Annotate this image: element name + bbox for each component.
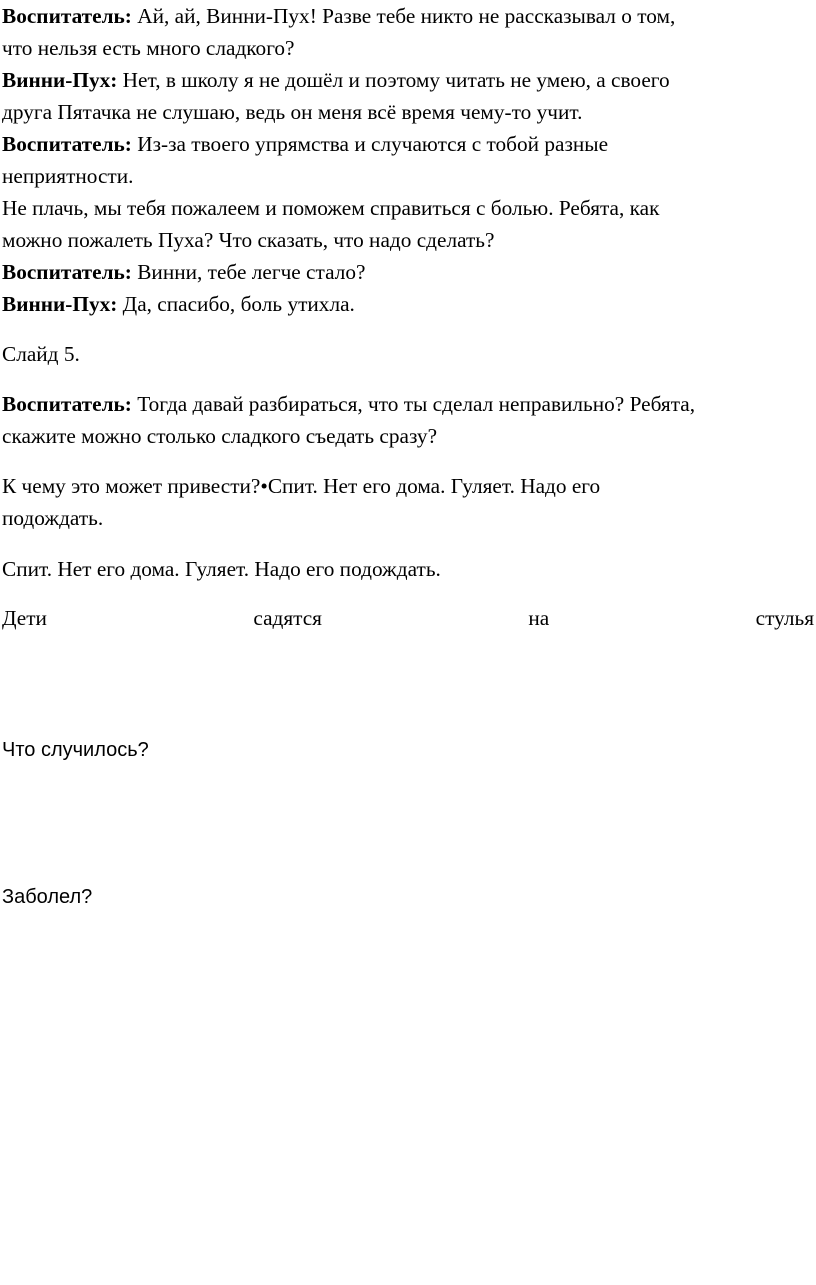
dialogue-text: Винни, тебе легче стало? bbox=[131, 260, 366, 284]
dialogue-line bbox=[2, 128, 608, 160]
dialogue-text: Ай, ай, Винни-Пух! Разве тебе никто не рассказывал о том, bbox=[131, 4, 676, 28]
dialogue-paragraph bbox=[2, 388, 695, 452]
dialogue-text: Да, спасибо, боль утихла. bbox=[117, 292, 355, 316]
word: садятся bbox=[253, 606, 322, 630]
word: стулья bbox=[755, 606, 814, 630]
narration-line: можно пожалеть Пуха? Что сказать, что надо сделать? bbox=[2, 228, 495, 252]
speaker-name: Воспитатель: bbox=[2, 260, 132, 284]
narration-paragraph bbox=[2, 192, 659, 256]
narration-line: К чему это может привести?•Спит. Нет его дома. Гуляет. Надо его bbox=[2, 474, 601, 498]
narration-paragraph bbox=[2, 553, 441, 585]
narration-line: Спит. Нет его дома. Гуляет. Надо его подождать. bbox=[2, 557, 441, 581]
speaker-name: Воспитатель: bbox=[2, 132, 132, 156]
dialogue-line: друга Пятачка не слушаю, ведь он меня всё время чему-то учит. bbox=[2, 100, 583, 124]
slide-label: Слайд 5. bbox=[2, 342, 80, 366]
word: Дети bbox=[2, 606, 47, 630]
dialogue-line: неприятности. bbox=[2, 164, 134, 188]
speaker-name: Винни-Пух: bbox=[2, 292, 118, 316]
dialogue-line bbox=[2, 288, 355, 320]
dialogue-paragraph bbox=[2, 288, 355, 320]
question-line: Заболел? bbox=[2, 886, 93, 908]
dialogue-line bbox=[2, 0, 675, 32]
question-paragraph bbox=[2, 881, 92, 913]
slide-heading bbox=[2, 338, 80, 370]
justified-line bbox=[2, 602, 814, 634]
dialogue-text: Нет, в школу я не дошёл и поэтому читать не умею, а своего bbox=[117, 68, 670, 92]
speaker-name: Воспитатель: bbox=[2, 392, 132, 416]
dialogue-text: Из-за твоего упрямства и случаются с тобой разные bbox=[131, 132, 609, 156]
dialogue-text: Тогда давай разбираться, что ты сделал неправильно? Ребята, bbox=[131, 392, 696, 416]
question-line: Что случилось? bbox=[2, 739, 149, 761]
dialogue-line bbox=[2, 256, 365, 288]
dialogue-line: что нельзя есть много сладкого? bbox=[2, 36, 295, 60]
dialogue-paragraph bbox=[2, 128, 608, 192]
dialogue-line bbox=[2, 64, 670, 96]
speaker-name: Винни-Пух: bbox=[2, 68, 118, 92]
dialogue-line: скажите можно столько сладкого съедать сразу? bbox=[2, 424, 438, 448]
dialogue-line bbox=[2, 388, 695, 420]
dialogue-paragraph bbox=[2, 64, 670, 128]
question-paragraph bbox=[2, 734, 149, 766]
dialogue-paragraph bbox=[2, 256, 365, 288]
speaker-name: Воспитатель: bbox=[2, 4, 132, 28]
dialogue-paragraph bbox=[2, 0, 675, 64]
narration-paragraph bbox=[2, 470, 600, 534]
narration-line: подождать. bbox=[2, 506, 104, 530]
narration-line: Не плачь, мы тебя пожалеем и поможем справиться с болью. Ребята, как bbox=[2, 196, 660, 220]
word: на bbox=[528, 606, 550, 630]
